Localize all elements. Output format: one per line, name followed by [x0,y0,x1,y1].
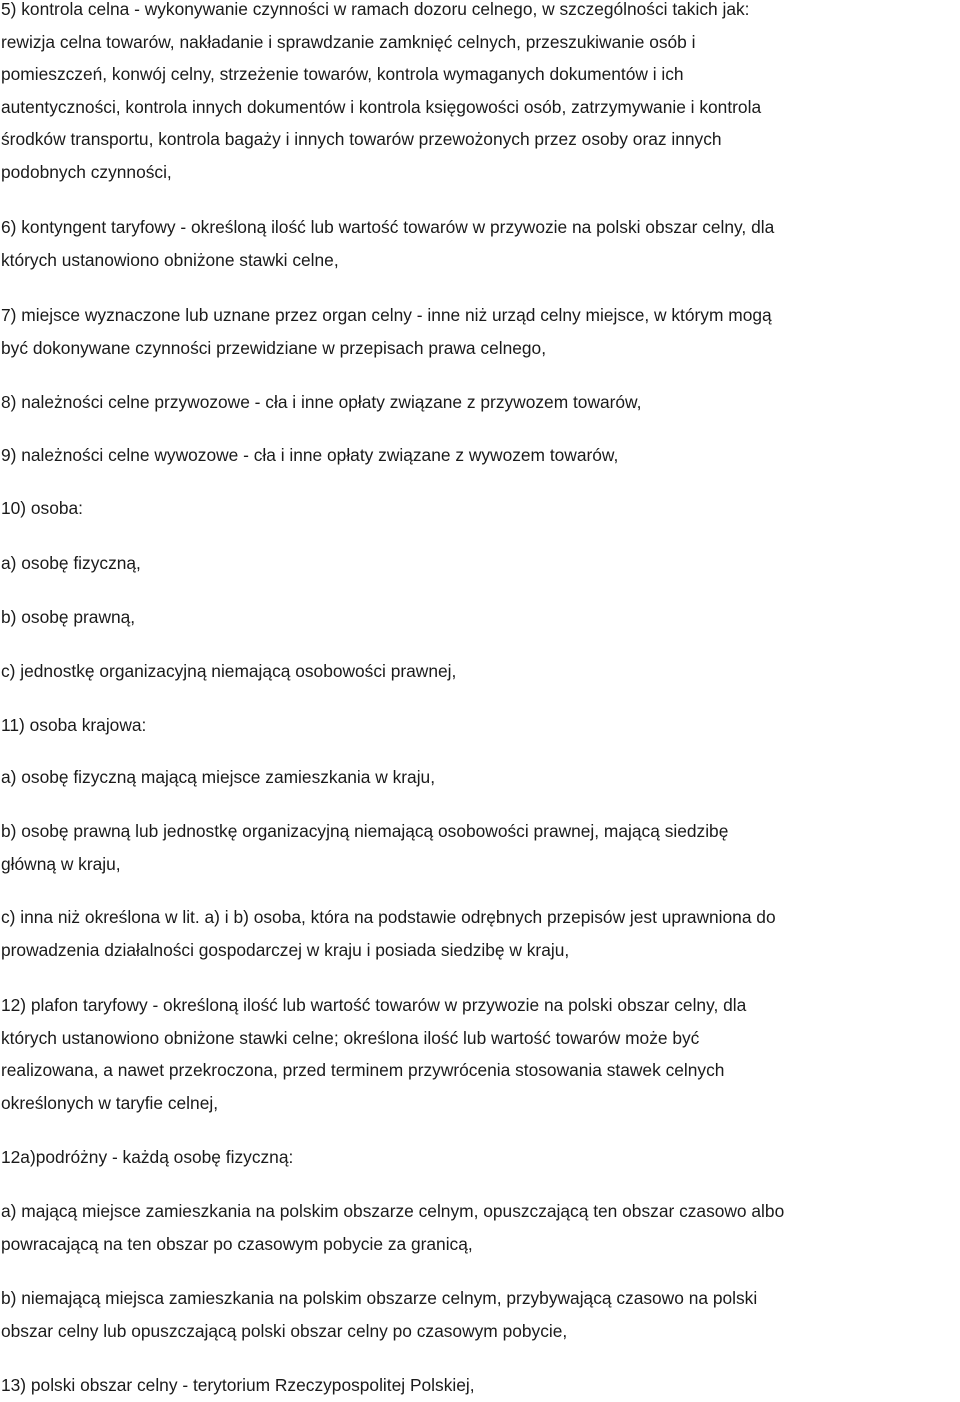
text-line: 7) miejsce wyznaczone lub uznane przez organ celny - inne niż urząd celny miejsce, w którym mogą [1,305,772,325]
text-line: 5) kontrola celna - wykonywanie czynności w ramach dozoru celnego, w szczególności takich jak: [1,0,750,19]
paragraph-osoba-krajowa-a [1,761,959,794]
text-line: główną w kraju, [1,853,121,874]
paragraph-polski-obszar-celny [1,1369,959,1402]
paragraph-kontyngent-taryfowy [1,211,959,276]
paragraph-kontrola-celna [1,0,959,188]
text-line: których ustanowiono obniżone stawki celne; określona ilość lub wartość towarów może być [1,1027,700,1048]
text-line: prowadzenia działalności gospodarczej w kraju i posiada siedzibę w kraju, [1,939,570,960]
text-line: pomieszczeń, konwój celny, strzeżenie towarów, kontrola wymaganych dokumentów i ich [1,64,684,84]
text-line: c) inna niż określona w lit. a) i b) osoba, która na podstawie odrębnych przepisów jest uprawniona do [1,907,776,927]
text-line: b) osobę prawną lub jednostkę organizacyjną niemającą osobowości prawnej, mającą siedzibę [1,821,729,841]
text-line: 13) polski obszar celny - terytorium Rzeczypospolitej Polskiej, [1,1375,475,1395]
paragraph-podrozny-b [1,1282,959,1347]
text-line: być dokonywane czynności przewidziane w przepisach prawa celnego, [1,337,547,358]
text-line: 11) osoba krajowa: [1,715,147,735]
text-line: a) mającą miejsce zamieszkania na polskim obszarze celnym, opuszczającą ten obszar czasowo albo [1,1201,785,1221]
paragraph-miejsce-wyznaczone [1,299,959,364]
text-line: a) osobę fizyczną mającą miejsce zamieszkania w kraju, [1,767,436,787]
text-line: których ustanowiono obniżone stawki celne, [1,249,339,270]
paragraph-naleznosci-przywozowe [1,386,959,419]
text-line: 9) należności celne wywozowe - cła i inne opłaty związane z wywozem towarów, [1,445,619,465]
paragraph-plafon-taryfowy [1,989,959,1119]
paragraph-osoba-b [1,601,959,634]
paragraph-naleznosci-wywozowe [1,439,959,472]
text-line: środków transportu, kontrola bagaży i innych towarów przewożonych przez osoby oraz innych [1,129,722,149]
paragraph-podrozny [1,1141,959,1174]
paragraph-osoba-krajowa [1,709,959,742]
paragraph-osoba-krajowa-b [1,815,959,880]
text-line: 6) kontyngent taryfowy - określoną ilość lub wartość towarów w przywozie na polski obszar celny, dla [1,217,775,237]
text-line: b) osobę prawną, [1,607,136,627]
text-line: 12) plafon taryfowy - określoną ilość lub wartość towarów w przywozie na polski obszar celny, dla [1,995,747,1015]
paragraph-osoba [1,492,959,525]
text-line: powracającą na ten obszar po czasowym pobycie za granicą, [1,1233,473,1254]
text-line: 12a)podróżny - każdą osobę fizyczną: [1,1147,294,1167]
paragraph-osoba-a [1,547,959,580]
text-line: rewizja celna towarów, nakładanie i sprawdzanie zamknięć celnych, przeszukiwanie osób i [1,31,696,52]
text-line: obszar celny lub opuszczającą polski obszar celny po czasowym pobycie, [1,1320,568,1341]
text-line: autentyczności, kontrola innych dokumentów i kontrola księgowości osób, zatrzymywanie i kontrola [1,96,762,117]
text-line: realizowana, a nawet przekroczona, przed terminem przywrócenia stosowania stawek celnych [1,1060,725,1080]
text-line: c) jednostkę organizacyjną niemającą osobowości prawnej, [1,661,457,681]
text-line: a) osobę fizyczną, [1,553,141,573]
text-line: b) niemającą miejsca zamieszkania na polskim obszarze celnym, przybywającą czasowo na polski [1,1288,758,1308]
paragraph-osoba-c [1,655,959,688]
paragraph-podrozny-a [1,1195,959,1260]
text-line: 10) osoba: [1,498,84,518]
text-line: określonych w taryfie celnej, [1,1092,219,1113]
paragraph-osoba-krajowa-c [1,901,959,966]
text-line: 8) należności celne przywozowe - cła i inne opłaty związane z przywozem towarów, [1,392,642,412]
text-line: podobnych czynności, [1,161,172,182]
